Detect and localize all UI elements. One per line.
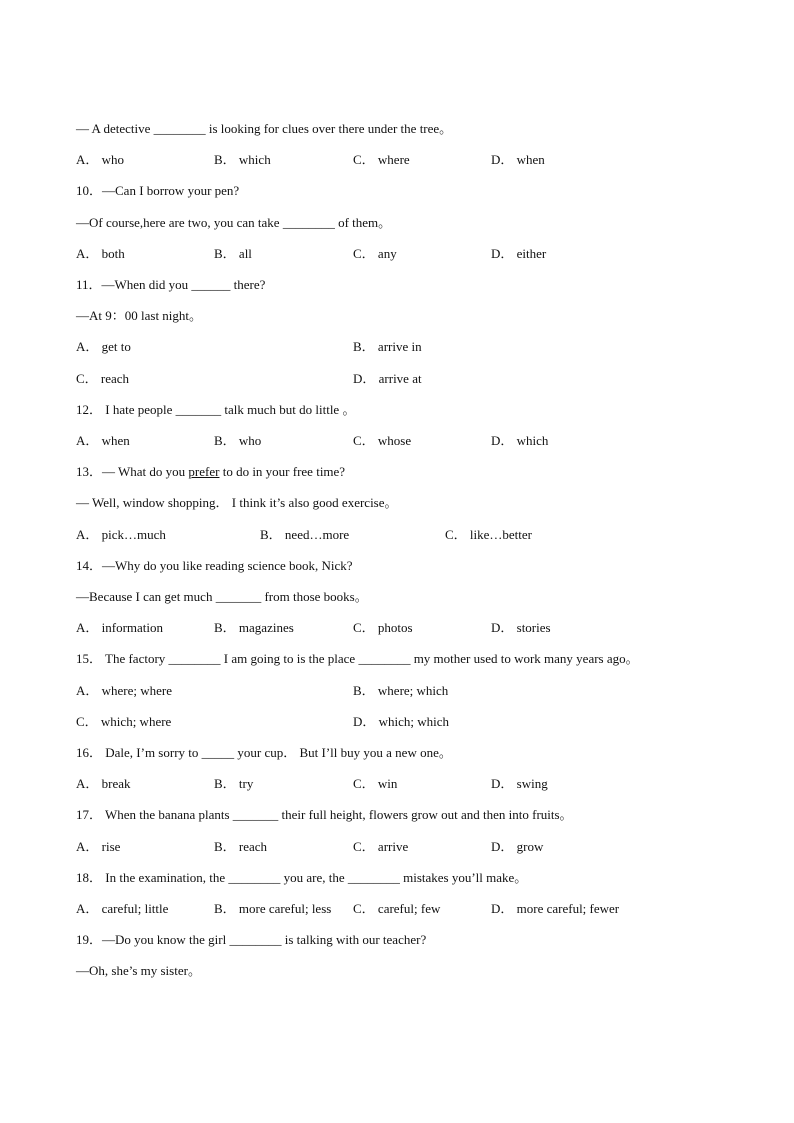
- q10-question: 10．—Can I borrow your pen?: [76, 183, 240, 198]
- q10-option-c: C． any: [353, 246, 397, 261]
- q9-option-b: B． which: [214, 152, 271, 167]
- q11-option-d: D． arrive at: [353, 371, 422, 386]
- q17-option-b: B． reach: [214, 839, 268, 854]
- q19-answer-line: —Oh, she’s my sister。: [76, 963, 201, 978]
- q9-option-d: D． when: [491, 152, 545, 167]
- q14-option-c: C． photos: [353, 620, 413, 635]
- q15-question: 15． The factory ________ I am going to is the place ________ my mother used to work many years ago。: [76, 651, 639, 666]
- q15-option-c: C． which; where: [76, 714, 172, 729]
- q16-option-d: D． swing: [491, 776, 548, 791]
- q15-option-a: A． where; where: [76, 683, 173, 698]
- q13-question: [76, 464, 345, 480]
- q13-underlined-word: prefer: [188, 464, 220, 479]
- q14-option-d: D． stories: [491, 620, 551, 635]
- q11-answer-line: —At 9：00 last night。: [76, 308, 203, 323]
- q13-option-a: A． pick…much: [76, 527, 166, 542]
- q16-option-c: C． win: [353, 776, 398, 791]
- q18-question: 18． In the examination, the ________ you are, the ________ mistakes you’ll make。: [76, 870, 528, 885]
- q16-option-b: B． try: [214, 776, 254, 791]
- q14-question: 14．—Why do you like reading science book, Nick?: [76, 558, 353, 573]
- q17-option-c: C． arrive: [353, 839, 409, 854]
- q16-option-a: A． break: [76, 776, 131, 791]
- q19-question: 19．—Do you know the girl ________ is talking with our teacher?: [76, 932, 427, 947]
- q9-option-a: A． who: [76, 152, 125, 167]
- q11-option-c: C． reach: [76, 371, 130, 386]
- q10-option-b: B． all: [214, 246, 252, 261]
- q15-option-d: D． which; which: [353, 714, 450, 729]
- q13-option-c: C． like…better: [445, 527, 533, 542]
- q13-question-start: 13．— What do you: [76, 464, 189, 479]
- q18-option-d: D． more careful; fewer: [491, 901, 620, 916]
- q13-answer-line: — Well, window shopping． I think it’s also good exercise。: [76, 495, 398, 510]
- q18-option-a: A． careful; little: [76, 901, 169, 916]
- q17-option-a: A． rise: [76, 839, 121, 854]
- q12-option-d: D． which: [491, 433, 549, 448]
- q10-option-a: A． both: [76, 246, 125, 261]
- q12-option-b: B． who: [214, 433, 262, 448]
- q12-option-a: A． when: [76, 433, 130, 448]
- q18-option-c: C． careful; few: [353, 901, 441, 916]
- q15-option-b: B． where; which: [353, 683, 449, 698]
- q14-answer-line: —Because I can get much _______ from those books。: [76, 589, 368, 604]
- q17-option-d: D． grow: [491, 839, 544, 854]
- q10-answer-line: —Of course,here are two, you can take ________ of them。: [76, 215, 392, 230]
- q13-option-b: B． need…more: [260, 527, 350, 542]
- q11-question: 11．—When did you ______ there?: [76, 277, 266, 292]
- q13-question-end: to do in your free time?: [219, 464, 346, 479]
- q18-option-b: B． more careful; less: [214, 901, 332, 916]
- q12-question: 12． I hate people _______ talk much but do little 。: [76, 402, 356, 417]
- q14-option-a: A． information: [76, 620, 164, 635]
- q16-question: 16． Dale, I’m sorry to _____ your cup． But I’ll buy you a new one。: [76, 745, 452, 760]
- q12-option-c: C． whose: [353, 433, 412, 448]
- q14-option-b: B． magazines: [214, 620, 294, 635]
- q9-option-c: C． where: [353, 152, 410, 167]
- q11-option-b: B． arrive in: [353, 339, 422, 354]
- q10-option-d: D． either: [491, 246, 547, 261]
- q9-question: — A detective ________ is looking for clues over there under the tree。: [76, 121, 453, 136]
- q11-option-a: A． get to: [76, 339, 131, 354]
- q17-question: 17． When the banana plants _______ their full height, flowers grow out and then into fruits。: [76, 807, 573, 822]
